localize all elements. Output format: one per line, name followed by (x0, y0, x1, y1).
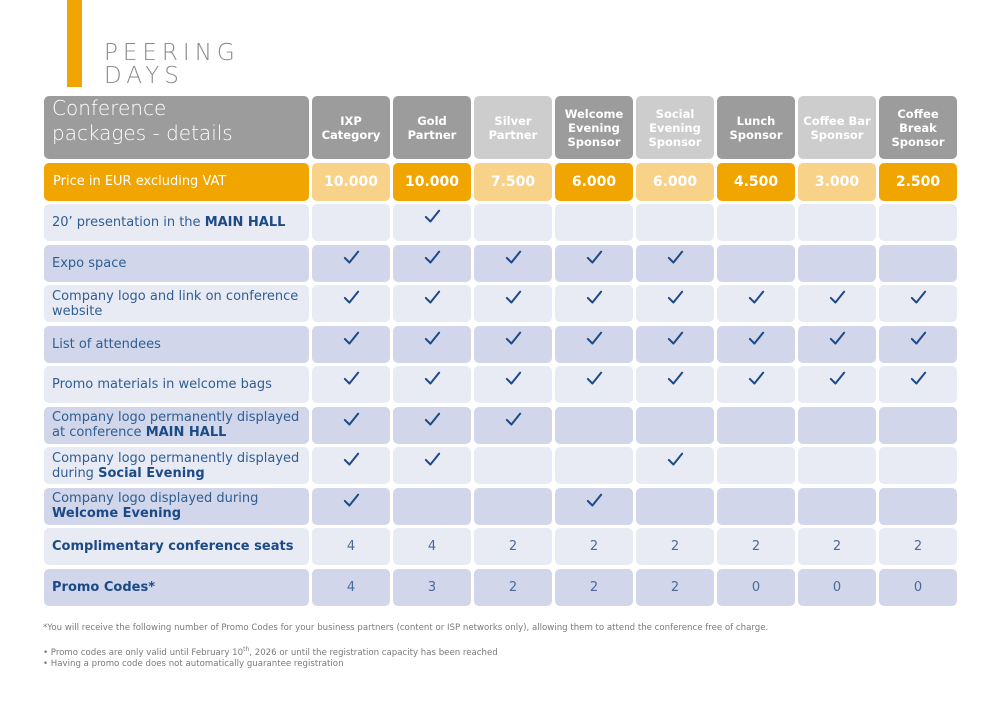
package-header-7 (879, 96, 957, 159)
checkmark-icon (505, 412, 522, 427)
seats-label: Complimentary conference seats (44, 528, 309, 565)
package-header-line1: Lunch (736, 113, 776, 128)
footnote-promo-codes: *You will receive the following number of Promo Codes for your business partners (content or ISP networks only), allowing them to attend the conference free of charge. (43, 623, 769, 633)
promo-value: 0 (717, 569, 795, 606)
package-header-text (729, 114, 782, 142)
feature-included (474, 366, 552, 403)
feature-included (312, 245, 390, 282)
feature-not-included (393, 488, 471, 525)
peering-days-logo (104, 42, 244, 92)
promo-label: Promo Codes* (44, 569, 309, 606)
feature-included (555, 488, 633, 525)
feature-included (798, 366, 876, 403)
feature-not-included (555, 407, 633, 444)
seats-value: 4 (312, 528, 390, 565)
checkmark-icon (505, 290, 522, 305)
package-header-line2: Evening (649, 120, 701, 135)
feature-label-text (52, 377, 272, 392)
feature-not-included (879, 407, 957, 444)
seats-value: 2 (879, 528, 957, 565)
footnotes (43, 623, 963, 670)
feature-included (555, 245, 633, 282)
feature-included (717, 366, 795, 403)
promo-value: 4 (312, 569, 390, 606)
package-header-line1: IXP (340, 113, 362, 128)
package-header-0 (312, 96, 390, 159)
feature-label (44, 285, 309, 322)
package-header-line3: Sponsor (567, 134, 621, 149)
checkmark-icon (505, 371, 522, 386)
checkmark-icon (667, 452, 684, 467)
feature-bold-text: Social Evening (98, 465, 205, 481)
checkmark-icon (667, 331, 684, 346)
footnote-validity (43, 644, 963, 659)
feature-label-text (52, 451, 303, 481)
feature-included (393, 447, 471, 484)
checkmark-icon (829, 290, 846, 305)
feature-included (879, 326, 957, 363)
package-price-7: 2.500 (879, 163, 957, 201)
checkmark-icon (505, 331, 522, 346)
feature-bold-text: Welcome Evening (52, 506, 182, 521)
feature-included (393, 366, 471, 403)
checkmark-icon (667, 290, 684, 305)
package-header-line2: Evening (568, 120, 620, 135)
feature-text: Company logo displayed during (52, 491, 259, 506)
checkmark-icon (424, 331, 441, 346)
feature-included (474, 285, 552, 322)
feature-text: List of attendees (52, 336, 161, 352)
seats-value: 2 (636, 528, 714, 565)
feature-not-included (717, 204, 795, 241)
feature-text: 20’ presentation in the (52, 215, 205, 230)
feature-label (44, 366, 309, 403)
feature-included (555, 366, 633, 403)
feature-included (312, 407, 390, 444)
checkmark-icon (910, 290, 927, 305)
feature-included (393, 285, 471, 322)
feature-text: Promo materials in welcome bags (52, 377, 272, 392)
package-price-4: 6.000 (636, 163, 714, 201)
feature-included (312, 366, 390, 403)
package-header-text (891, 107, 944, 149)
package-header-line1: Social (655, 106, 695, 121)
promo-value: 2 (474, 569, 552, 606)
feature-included (879, 285, 957, 322)
feature-not-included (636, 204, 714, 241)
logo-line-1: PEERING (104, 40, 240, 66)
package-header-text (322, 114, 381, 142)
table-title-line-1: Conference (52, 96, 167, 120)
package-header-line3: Sponsor (891, 134, 945, 149)
feature-label-text (52, 289, 303, 319)
promo-value: 2 (555, 569, 633, 606)
package-header-line2: Break (899, 120, 937, 135)
feature-not-included (798, 245, 876, 282)
package-price-3: 6.000 (555, 163, 633, 201)
feature-not-included (636, 488, 714, 525)
package-header-line2: Partner (407, 127, 457, 142)
package-header-line2: Sponsor (729, 127, 783, 142)
feature-not-included (555, 447, 633, 484)
package-header-5 (717, 96, 795, 159)
seats-value: 2 (717, 528, 795, 565)
feature-not-included (717, 407, 795, 444)
seats-value: 4 (393, 528, 471, 565)
feature-text: Company logo and link on conference website (52, 288, 299, 319)
package-header-3 (555, 96, 633, 159)
feature-included (636, 285, 714, 322)
feature-not-included (798, 447, 876, 484)
feature-included (636, 447, 714, 484)
feature-included (474, 245, 552, 282)
seats-value: 2 (798, 528, 876, 565)
package-header-line2: Category (321, 127, 381, 142)
package-header-2 (474, 96, 552, 159)
feature-not-included (474, 204, 552, 241)
package-price-6: 3.000 (798, 163, 876, 201)
feature-label-text (52, 215, 285, 230)
feature-not-included (474, 447, 552, 484)
package-header-line1: Silver (494, 113, 532, 128)
feature-included (312, 285, 390, 322)
checkmark-icon (343, 371, 360, 386)
package-header-line2: Sponsor (810, 127, 864, 142)
feature-text: Company logo permanently displayed at conference (52, 410, 300, 440)
checkmark-icon (424, 452, 441, 467)
checkmark-icon (667, 250, 684, 265)
feature-label (44, 204, 309, 241)
feature-not-included (798, 204, 876, 241)
feature-included (474, 326, 552, 363)
package-header-text (489, 114, 538, 142)
promo-value: 0 (879, 569, 957, 606)
feature-not-included (555, 204, 633, 241)
package-header-text (565, 107, 624, 149)
checkmark-icon (343, 290, 360, 305)
checkmark-icon (343, 250, 360, 265)
feature-included (312, 488, 390, 525)
package-header-6 (798, 96, 876, 159)
feature-included (474, 407, 552, 444)
package-header-line1: Welcome (564, 106, 624, 121)
checkmark-icon (829, 331, 846, 346)
feature-text: Company logo permanently displayed during (52, 450, 300, 481)
feature-not-included (717, 488, 795, 525)
feature-included (555, 285, 633, 322)
feature-label (44, 326, 309, 363)
feature-label-text (52, 491, 303, 521)
checkmark-icon (586, 371, 603, 386)
checkmark-icon (424, 371, 441, 386)
package-header-text (648, 107, 701, 149)
feature-included (798, 326, 876, 363)
feature-not-included (717, 245, 795, 282)
package-price-2: 7.500 (474, 163, 552, 201)
package-header-line1: Coffee (897, 106, 939, 121)
checkmark-icon (586, 331, 603, 346)
checkmark-icon (829, 371, 846, 386)
package-price-1: 10.000 (393, 163, 471, 201)
checkmark-icon (343, 331, 360, 346)
checkmark-icon (748, 290, 765, 305)
checkmark-icon (748, 371, 765, 386)
checkmark-icon (586, 493, 603, 508)
feature-not-included (879, 245, 957, 282)
feature-not-included (717, 447, 795, 484)
footnote-validity-sup: th (243, 646, 250, 653)
feature-not-included (798, 407, 876, 444)
checkmark-icon (343, 452, 360, 467)
package-header-line2: Partner (488, 127, 538, 142)
feature-text: Expo space (52, 255, 127, 271)
feature-not-included (798, 488, 876, 525)
feature-included (393, 245, 471, 282)
feature-not-included (474, 488, 552, 525)
promo-value: 2 (636, 569, 714, 606)
feature-label (44, 488, 309, 525)
feature-bold-text: MAIN HALL (204, 215, 286, 230)
checkmark-icon (343, 493, 360, 508)
feature-included (717, 326, 795, 363)
feature-label-text (52, 410, 303, 440)
checkmark-icon (424, 412, 441, 427)
footnote-guarantee: • Having a promo code does not automatically guarantee registration (43, 658, 344, 669)
seats-value: 2 (555, 528, 633, 565)
accent-bar (67, 0, 82, 87)
packages-table (44, 96, 958, 606)
table-title (44, 96, 309, 159)
package-header-4 (636, 96, 714, 159)
checkmark-icon (424, 250, 441, 265)
table-title-line-2: packages - details (52, 121, 233, 145)
checkmark-icon (748, 331, 765, 346)
feature-included (879, 366, 957, 403)
checkmark-icon (910, 331, 927, 346)
checkmark-icon (505, 250, 522, 265)
feature-label-text (52, 337, 161, 352)
checkmark-icon (424, 209, 441, 224)
feature-included (636, 326, 714, 363)
package-price-5: 4.500 (717, 163, 795, 201)
feature-included (393, 204, 471, 241)
feature-included (798, 285, 876, 322)
package-header-line1: Coffee Bar (803, 113, 871, 128)
feature-not-included (879, 447, 957, 484)
promo-value: 3 (393, 569, 471, 606)
feature-bold-text: MAIN HALL (145, 425, 227, 440)
feature-included (393, 407, 471, 444)
feature-included (312, 326, 390, 363)
footnote-validity-suffix: , 2026 or until the registration capacity has been reached (249, 647, 498, 658)
feature-not-included (312, 204, 390, 241)
feature-not-included (879, 488, 957, 525)
package-header-line1: Gold (417, 113, 447, 128)
checkmark-icon (667, 371, 684, 386)
seats-value: 2 (474, 528, 552, 565)
footnote-validity-prefix: • Promo codes are only valid until February 10 (43, 647, 244, 658)
feature-included (636, 245, 714, 282)
checkmark-icon (586, 250, 603, 265)
feature-not-included (879, 204, 957, 241)
feature-label-text (52, 256, 126, 271)
package-header-text (803, 114, 870, 142)
feature-label (44, 447, 309, 484)
checkmark-icon (910, 371, 927, 386)
feature-included (312, 447, 390, 484)
checkmark-icon (586, 290, 603, 305)
checkmark-icon (343, 412, 360, 427)
checkmark-icon (424, 290, 441, 305)
feature-included (555, 326, 633, 363)
promo-value: 0 (798, 569, 876, 606)
price-label: Price in EUR excluding VAT (44, 163, 309, 201)
feature-not-included (636, 407, 714, 444)
package-header-text (408, 114, 457, 142)
feature-label (44, 245, 309, 282)
feature-label (44, 407, 309, 444)
feature-included (393, 326, 471, 363)
package-price-0: 10.000 (312, 163, 390, 201)
feature-included (717, 285, 795, 322)
feature-included (636, 366, 714, 403)
logo-line-2: DAYS (104, 63, 184, 89)
package-header-line3: Sponsor (648, 134, 702, 149)
package-header-1 (393, 96, 471, 159)
